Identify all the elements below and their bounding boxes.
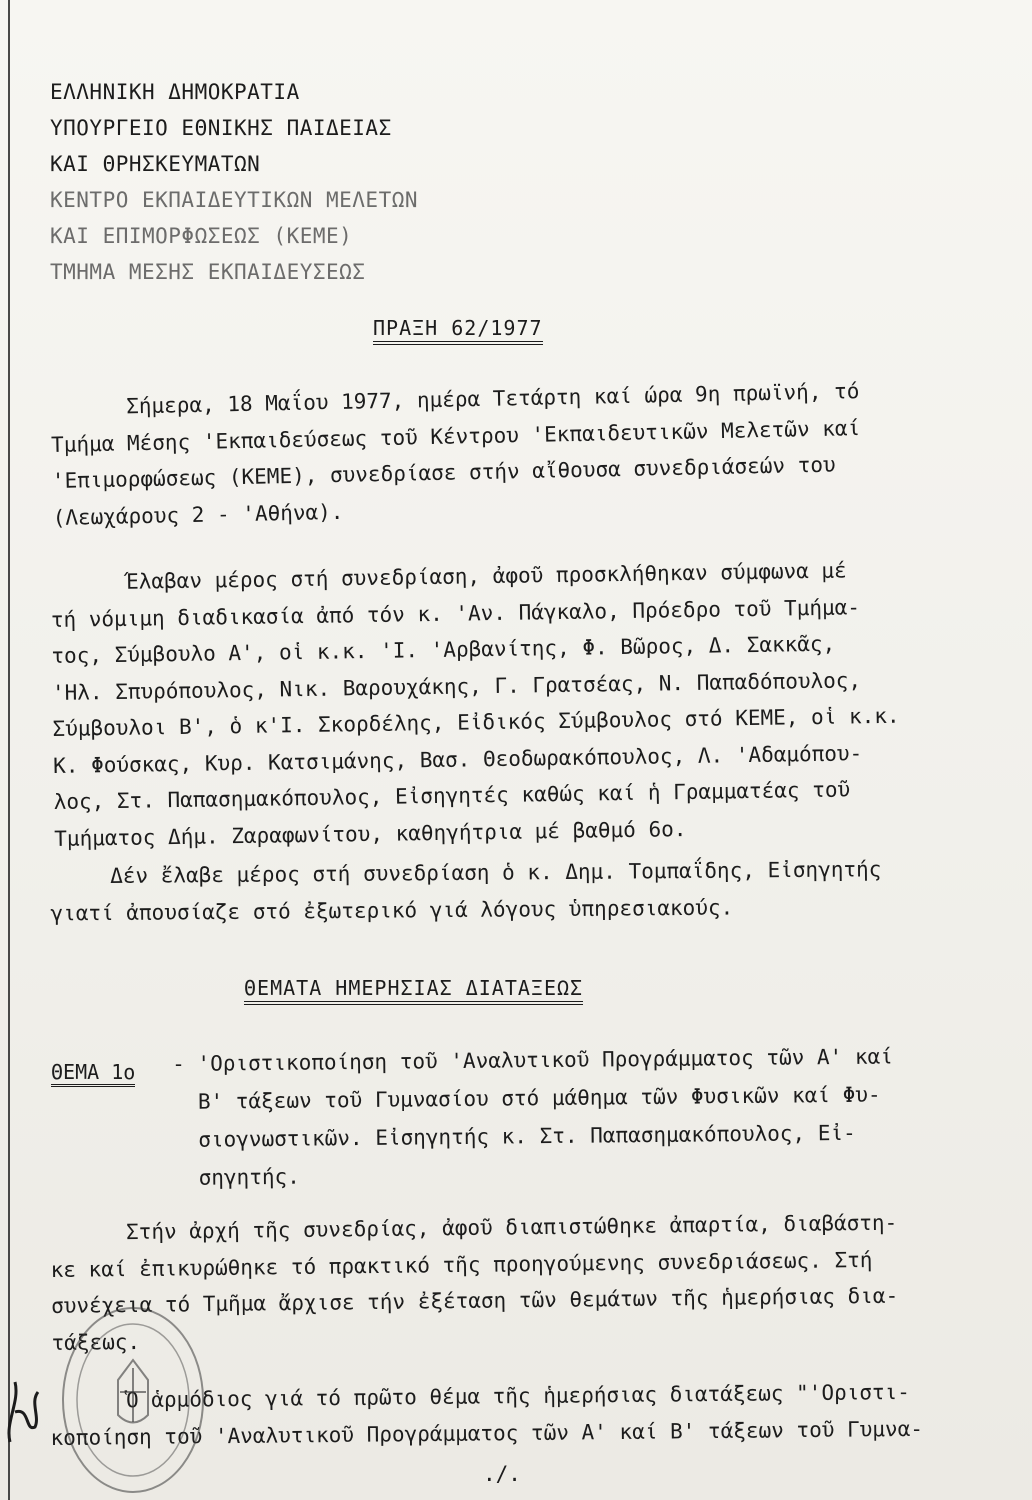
theme-description bbox=[172, 1037, 974, 1197]
text-line: γιατί ἀπουσίαζε στό ἐξωτερικό γιά λόγους ὑπηρεσιακούς. bbox=[50, 895, 734, 926]
document-title: ΠΡΑΞΗ 62/1977 bbox=[373, 316, 543, 345]
official-seal-stamp bbox=[48, 1300, 218, 1500]
paragraph-absent bbox=[50, 850, 1031, 931]
text-line: (Λεωχάρους 2 - 'Αθήνα). bbox=[52, 499, 344, 530]
text-line: Έλαβαν μέρος στή συνεδρίαση, ἀφοῦ προσκλήθηκαν σύμφωνα μέ bbox=[50, 558, 847, 595]
letterhead-line: ΕΛΛΗΝΙΚΗ ΔΗΜΟΚΡΑΤΙΑ bbox=[50, 80, 300, 104]
paragraph-meeting-date bbox=[50, 371, 973, 536]
text-line: τος, Σύμβουλο Α', οἱ κ.κ. 'Ι. 'Αρβανίτης, Φ. Βῶρος, Δ. Σακκᾶς, bbox=[51, 631, 836, 668]
text-line: τάξεως. bbox=[51, 1329, 141, 1355]
text-line: συνέχεια τό Τμῆμα ἄρχισε τήν ἐξέταση τῶν θεμάτων τῆς ἡμερήσιας δια- bbox=[50, 1283, 899, 1318]
page-continuation-marker: ./. bbox=[483, 1462, 521, 1486]
text-line: Στήν ἀρχή τῆς συνεδρίας, ἀφοῦ διαπιστώθηκε ἀπαρτία, διαβάστη- bbox=[50, 1210, 898, 1245]
text-line: Σήμερα, 18 Μαΐου 1977, ημέρα Τετάρτη καί ώρα 9η πρωϊνή, τό bbox=[50, 379, 860, 420]
handwritten-initials-mark bbox=[0, 1372, 50, 1452]
text-line: Ὁ ἁρμόδιος γιά τό πρῶτο θέμα τῆς ἡμερήσιας διατάξεως "'Οριστι- bbox=[50, 1379, 911, 1413]
text-line: Δέν ἔλαβε μέρος στή συνεδρίαση ὁ κ. Δημ. Τομπαΐδης, Εἰσηγητής bbox=[110, 857, 882, 888]
text-line: 'Επιμορφώσεως (ΚΕΜΕ), συνεδρίασε στήν αἴθουσα συνεδριάσεών του bbox=[51, 452, 836, 493]
text-line: σηγητής. bbox=[173, 1164, 300, 1190]
left-margin-line bbox=[8, 0, 10, 1500]
text-line: σιογνωστικῶν. Εἰσηγητής κ. Στ. Παπασημακόπουλος, Εἰ- bbox=[172, 1120, 856, 1152]
letterhead-line: ΚΑΙ ΕΠΙΜΟΡΦΩΣΕΩΣ (ΚΕΜΕ) bbox=[50, 224, 353, 248]
text-line: Τμήμα Μέσης 'Εκπαιδεύσεως τοῦ Κέντρου 'Εκπαιδευτικῶν Μελετῶν καί bbox=[50, 415, 861, 457]
theme-label: ΘΕΜΑ 1ο bbox=[51, 1060, 135, 1087]
text-line: Κ. Φούσκας, Κυρ. Κατσιμάνης, Βασ. Θεοδωρακόπουλος, Λ. 'Αδαμόπου- bbox=[52, 740, 863, 778]
letterhead-line: ΥΠΟΥΡΓΕΙΟ ΕΘΝΙΚΗΣ ΠΑΙΔΕΙΑΣ bbox=[50, 116, 392, 140]
text-line: 'Ηλ. Σπυρόπουλος, Νικ. Βαρουχάκης, Γ. Γρατσέας, Ν. Παπαδόπουλος, bbox=[51, 667, 862, 705]
paragraph-attendees bbox=[50, 551, 974, 857]
text-line: Τμήματος Δήμ. Ζαραφωνίτου, καθηγήτρια μέ βαθμό 6ο. bbox=[54, 816, 687, 851]
letterhead-line: ΤΜΗΜΑ ΜΕΣΗΣ ΕΚΠΑΙΔΕΥΣΕΩΣ bbox=[50, 260, 366, 284]
text-line: - 'Οριστικοποίηση τοῦ 'Αναλυτικοῦ Προγράμματος τῶν Α' καί bbox=[172, 1044, 893, 1076]
text-line: τή νόμιμη διαδικασία ἀπό τόν κ. 'Αν. Πάγκαλο, Πρόεδρο τοῦ Τμήμα- bbox=[50, 594, 861, 632]
text-line: κε καί ἐπικυρώθηκε τό πρακτικό τῆς προηγούμενης συνεδριάσεως. Στή bbox=[50, 1247, 873, 1282]
text-line: Σύμβουλοι Β', ὁ κ'Ι. Σκορδέλης, Εἰδικός Σύμβουλος στό ΚΕΜΕ, οἱ κ.κ. bbox=[52, 703, 900, 741]
text-line: κοποίηση τοῦ 'Αναλυτικοῦ Προγράμματος τῶν Α' καί Β' τάξεων τοῦ Γυμνα- bbox=[50, 1416, 924, 1450]
letterhead-line: ΚΑΙ ΘΡΗΣΚΕΥΜΑΤΩΝ bbox=[50, 152, 261, 176]
agenda-heading: ΘΕΜΑΤΑ ΗΜΕΡΗΣΙΑΣ ΔΙΑΤΑΞΕΩΣ bbox=[244, 976, 583, 1005]
letterhead bbox=[50, 74, 418, 290]
text-line: Β' τάξεων τοῦ Γυμνασίου στό μάθημα τῶν Φυσικῶν καί Φυ- bbox=[172, 1082, 881, 1114]
letterhead-line: ΚΕΝΤΡΟ ΕΚΠΑΙΔΕΥΤΙΚΩΝ ΜΕΛΕΤΩΝ bbox=[50, 188, 419, 212]
text-line: λος, Στ. Παπασημακόπουλος, Εἰσηγητές καθώς καί ἡ Γραμματέας τοῦ bbox=[53, 777, 851, 814]
